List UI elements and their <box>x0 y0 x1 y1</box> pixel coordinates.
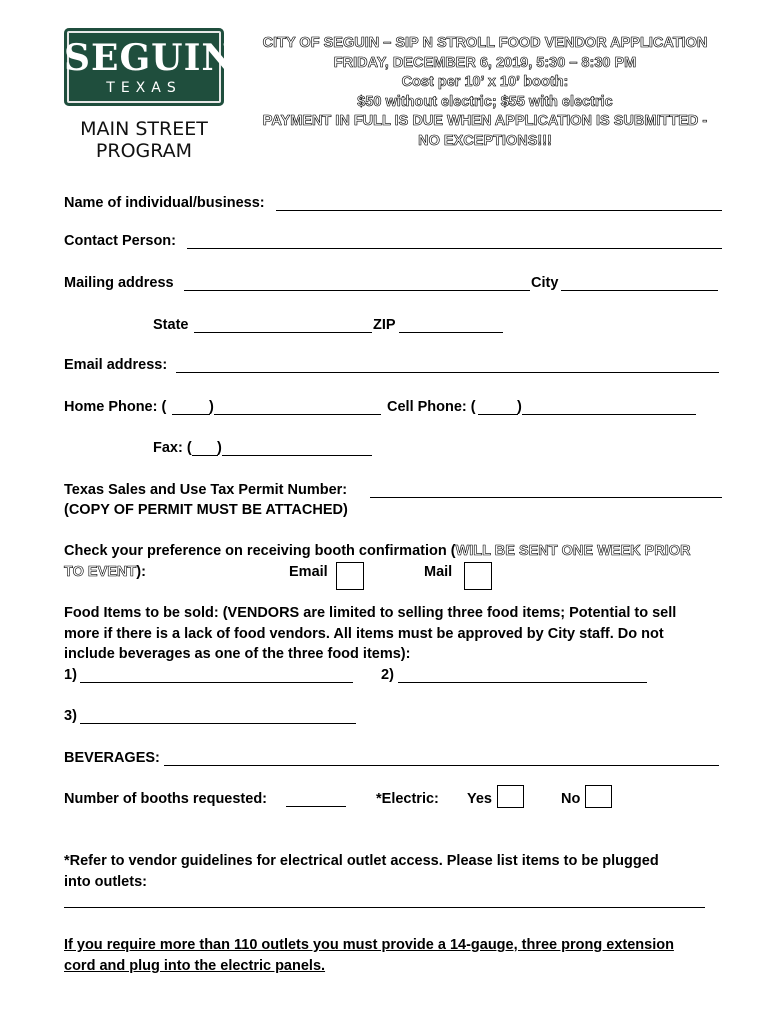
food-items-text-2: more if there is a lack of food vendors. All items must be approved by City staff. Do not <box>64 626 664 642</box>
email-label: Email address: <box>64 357 168 373</box>
fax-label: Fax: ( <box>153 440 192 456</box>
program-line-1: MAIN STREET <box>80 118 208 140</box>
document-header <box>230 34 740 151</box>
name-field[interactable] <box>276 210 722 211</box>
header-date: FRIDAY, DECEMBER 6, 2019, 5:30 – 8:30 PM <box>333 54 637 71</box>
food-item-1-field[interactable] <box>80 682 353 683</box>
food-item-3-field[interactable] <box>80 723 356 724</box>
electric-yes-checkbox[interactable] <box>497 785 524 808</box>
booths-field[interactable] <box>286 806 346 807</box>
main-street-program <box>64 118 224 162</box>
seguin-logo <box>64 28 236 106</box>
fax-field[interactable] <box>222 455 372 456</box>
outlet-requirement-line-2: cord and plug into the electric panels. <box>64 958 326 974</box>
food-item-2-field[interactable] <box>398 682 647 683</box>
electric-no-label: No <box>561 791 581 807</box>
home-area-code-field[interactable] <box>172 414 210 415</box>
city-field[interactable] <box>561 290 718 291</box>
logo-subtitle: TEXAS <box>106 80 182 96</box>
state-field[interactable] <box>194 332 372 333</box>
fax-area-code-field[interactable] <box>192 455 218 456</box>
tax-permit-field[interactable] <box>370 497 722 498</box>
outlet-requirement-line-1: If you require more than 110 outlets you must provide a 14-gauge, three prong extension <box>64 937 674 953</box>
pref-text-a: Check your preference on receiving booth confirmation ( <box>64 543 456 559</box>
mailing-label: Mailing address <box>64 275 174 291</box>
outlet-items-field[interactable] <box>64 907 705 908</box>
program-line-2: PROGRAM <box>95 140 193 162</box>
header-prices: $50 without electric; $55 with electric <box>357 93 613 110</box>
tax-permit-label: Texas Sales and Use Tax Permit Number: <box>64 482 348 498</box>
pref-text-d: ): <box>136 564 146 580</box>
mail-option-checkbox[interactable] <box>464 562 492 590</box>
fax-paren: ) <box>217 440 222 456</box>
refer-text-1: *Refer to vendor guidelines for electrical outlet access. Please list items to be plugged <box>64 853 659 869</box>
contact-label: Contact Person: <box>64 233 176 249</box>
header-cost: Cost per 10’ x 10’ booth: <box>401 74 569 90</box>
electric-no-checkbox[interactable] <box>585 785 612 808</box>
pref-text-b: WILL BE SENT ONE WEEK PRIOR <box>455 543 691 559</box>
refer-text-2: into outlets: <box>64 874 147 890</box>
contact-field[interactable] <box>187 248 722 249</box>
mail-option-label: Mail <box>424 564 453 580</box>
confirmation-preference-line2 <box>64 564 146 581</box>
food-items-text-1: Food Items to be sold: (VENDORS are limited to selling three food items; Potential to sell <box>64 605 677 621</box>
confirmation-preference-label <box>64 543 691 560</box>
electric-yes-label: Yes <box>467 791 492 807</box>
cell-phone-paren: ) <box>517 399 522 415</box>
food-item-3-label: 3) <box>64 708 77 724</box>
name-label: Name of individual/business: <box>64 195 265 211</box>
cell-phone-label: Cell Phone: ( <box>387 399 476 415</box>
pref-text-c: TO EVENT <box>64 564 137 580</box>
header-no-exceptions: NO EXCEPTIONS!!! <box>418 132 552 149</box>
electric-label: *Electric: <box>376 791 439 807</box>
logo-wordmark: SEGUIN <box>64 37 236 79</box>
tax-permit-note: (COPY OF PERMIT MUST BE ATTACHED) <box>64 502 348 518</box>
zip-field[interactable] <box>399 332 503 333</box>
cell-phone-field[interactable] <box>522 414 696 415</box>
booths-label: Number of booths requested: <box>64 791 268 807</box>
home-phone-paren: ) <box>209 399 214 415</box>
beverages-field[interactable] <box>164 765 719 766</box>
state-label: State <box>153 317 189 333</box>
email-field[interactable] <box>176 372 719 373</box>
home-phone-field[interactable] <box>214 414 381 415</box>
email-option-checkbox[interactable] <box>336 562 364 590</box>
food-item-2-label: 2) <box>381 667 394 683</box>
beverages-label: BEVERAGES: <box>64 750 160 766</box>
mailing-field[interactable] <box>184 290 530 291</box>
food-item-1-label: 1) <box>64 667 77 683</box>
zip-label: ZIP <box>373 317 396 333</box>
food-items-text-3: include beverages as one of the three food items): <box>64 646 411 662</box>
header-payment: PAYMENT IN FULL IS DUE WHEN APPLICATION IS SUBMITTED - <box>262 113 708 129</box>
email-option-label: Email <box>289 564 328 580</box>
cell-area-code-field[interactable] <box>478 414 518 415</box>
city-label: City <box>531 275 559 291</box>
header-title: CITY OF SEGUIN – SIP N STROLL FOOD VENDOR APPLICATION <box>262 35 708 51</box>
home-phone-label: Home Phone: ( <box>64 399 167 415</box>
